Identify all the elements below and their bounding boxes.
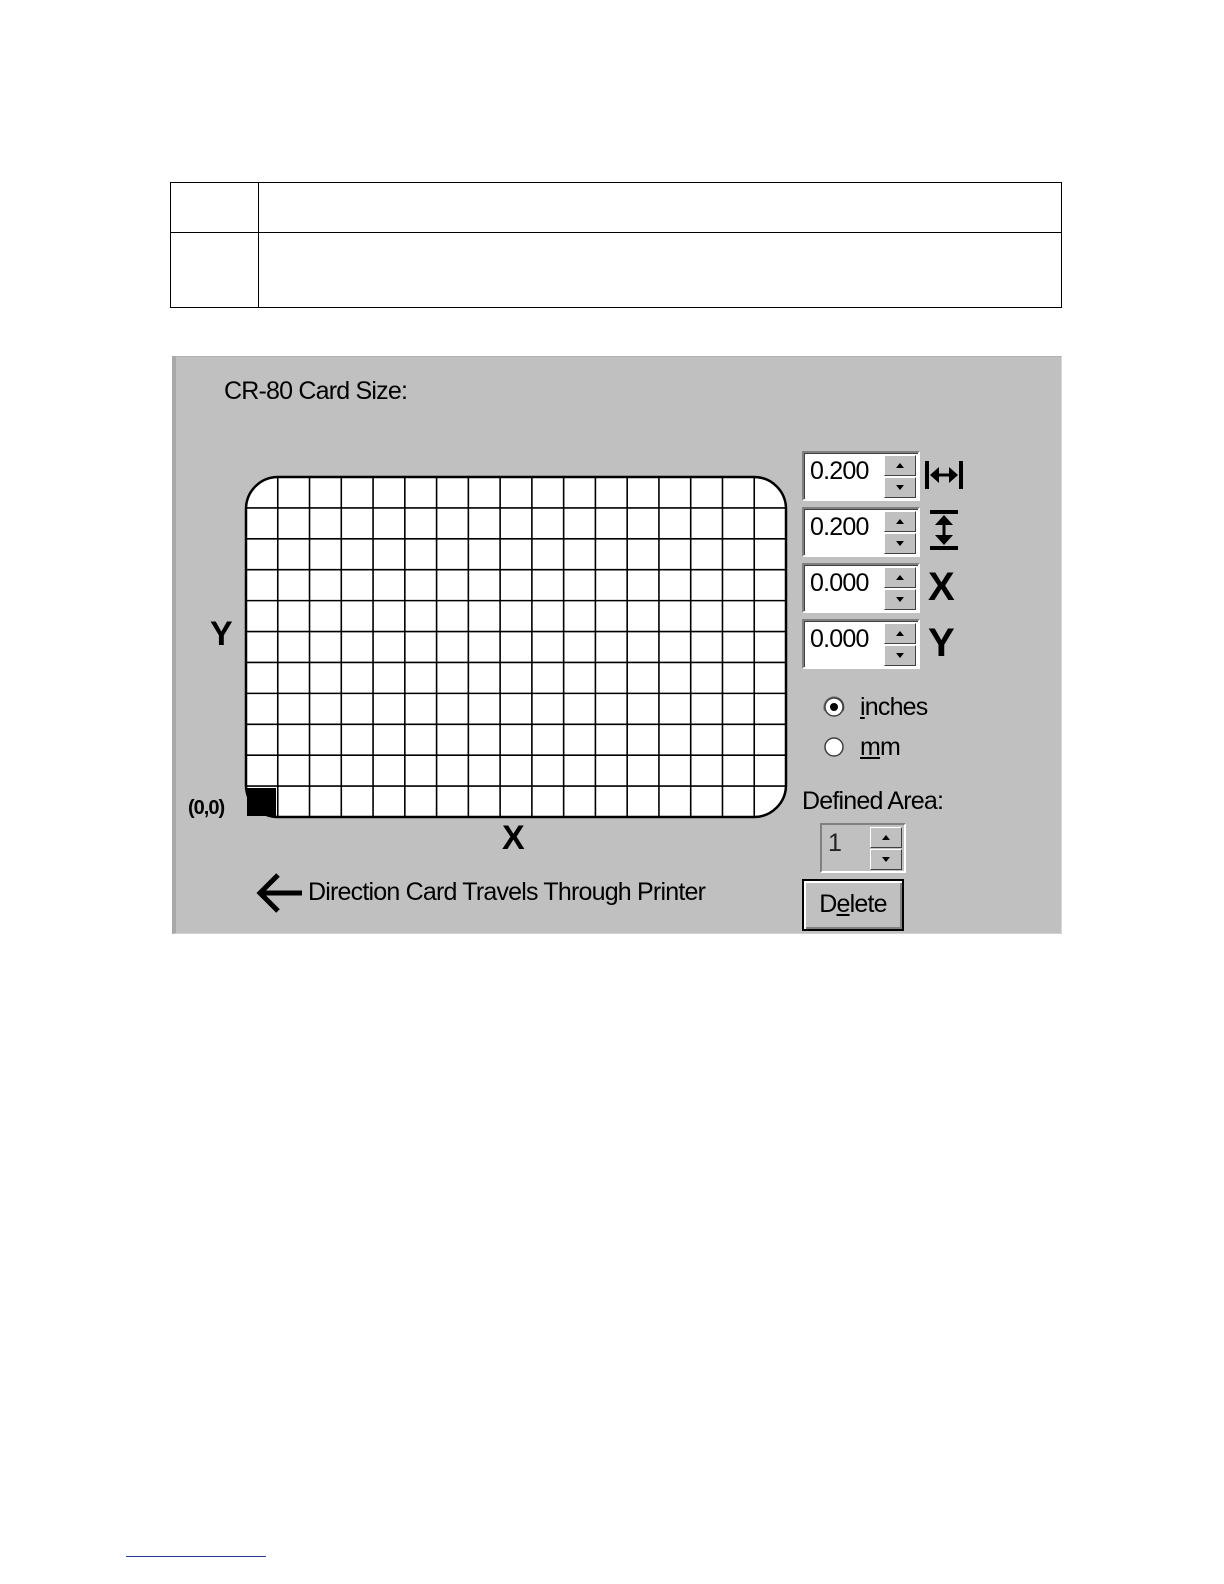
mm-label[interactable]: mm — [860, 733, 901, 761]
height-value[interactable]: 0.200 — [810, 513, 869, 541]
x-position-spinner[interactable] — [802, 563, 920, 613]
height-spinner[interactable] — [802, 507, 920, 557]
x-axis-label: X — [502, 819, 525, 857]
width-up-button[interactable] — [884, 455, 916, 476]
table-cell — [259, 233, 1062, 308]
direction-text: Direction Card Travels Through Printer — [308, 878, 706, 906]
delete-button[interactable]: Delete — [802, 879, 904, 931]
arrow-left-icon — [254, 871, 304, 915]
horizontal-width-icon — [924, 457, 964, 493]
card-size-panel — [172, 356, 1062, 934]
height-up-button[interactable] — [884, 511, 916, 532]
width-value[interactable]: 0.200 — [810, 457, 869, 485]
card-size-label: CR-80 Card Size: — [224, 377, 408, 405]
card-grid[interactable] — [244, 475, 788, 821]
y-position-label: Y — [928, 621, 955, 665]
y-position-spinner[interactable] — [802, 619, 920, 669]
footnote-rule — [126, 1556, 266, 1557]
width-down-button[interactable] — [884, 477, 916, 498]
document-table — [170, 182, 1062, 308]
defined-area-spinner[interactable] — [820, 823, 906, 873]
defined-area-label: Defined Area: — [802, 787, 944, 815]
y-up-button[interactable] — [884, 623, 916, 644]
x-position-value[interactable]: 0.000 — [810, 569, 869, 597]
y-position-value[interactable]: 0.000 — [810, 625, 869, 653]
table-cell — [259, 183, 1062, 233]
y-down-button[interactable] — [884, 645, 916, 666]
origin-marker — [247, 788, 276, 816]
x-position-label: X — [928, 565, 955, 609]
table-cell — [171, 233, 259, 308]
table-row — [171, 233, 1062, 308]
y-axis-label: Y — [210, 615, 233, 653]
x-down-button[interactable] — [884, 589, 916, 610]
card-background — [246, 477, 786, 817]
x-up-button[interactable] — [884, 567, 916, 588]
table-row — [171, 183, 1062, 233]
inches-label[interactable]: inches — [860, 693, 928, 721]
vertical-height-icon — [928, 509, 960, 551]
width-spinner[interactable] — [802, 451, 920, 501]
inches-radio[interactable] — [822, 695, 846, 719]
mm-radio[interactable] — [822, 735, 846, 759]
origin-label: (0,0) — [188, 797, 225, 819]
table-cell — [171, 183, 259, 233]
area-up-button[interactable] — [870, 827, 902, 848]
area-down-button[interactable] — [870, 849, 902, 870]
defined-area-value[interactable]: 1 — [828, 829, 842, 857]
height-down-button[interactable] — [884, 533, 916, 554]
